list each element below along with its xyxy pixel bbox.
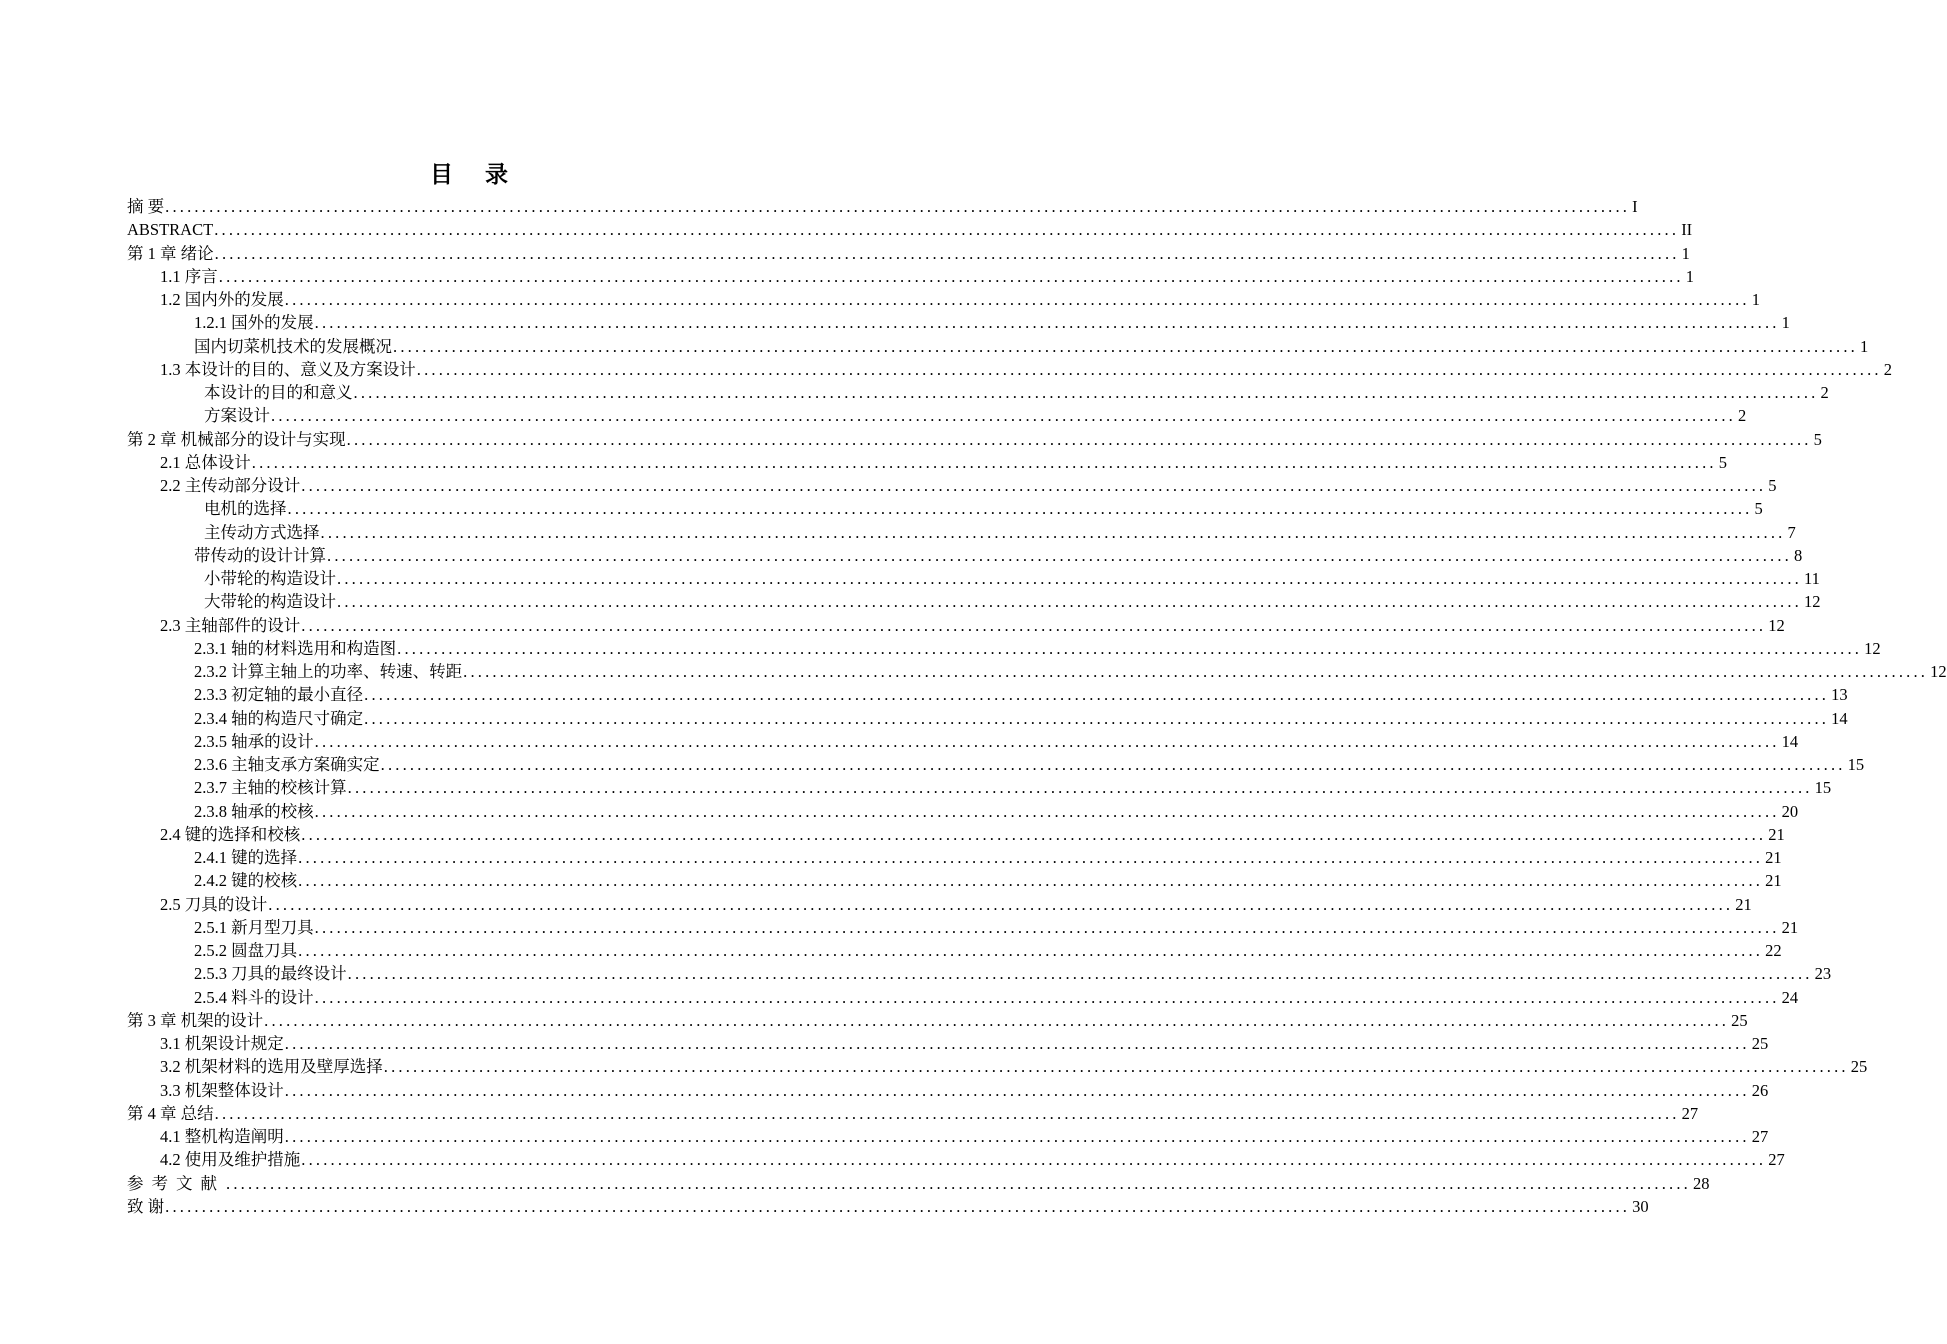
toc-entry[interactable]: [127, 893, 1752, 916]
dot-leader: ........................................................................................................................................................................................................: [463, 662, 1929, 681]
toc-entry-label: 2.5.1 新月型刀具: [194, 917, 314, 937]
toc-entry[interactable]: [127, 846, 1782, 869]
toc-entry[interactable]: [127, 218, 1693, 241]
toc-entry-page-number: 25: [1751, 1034, 1769, 1053]
toc-entry-page-number: 21: [1768, 824, 1785, 844]
toc-entry-label: 2.4.1 键的选择: [194, 848, 298, 867]
dot-leader: ........................................................................................................................................................................................................: [165, 1196, 1631, 1216]
toc-entry[interactable]: [127, 939, 1782, 962]
toc-entry[interactable]: [127, 1032, 1769, 1055]
toc-entry[interactable]: [127, 637, 1881, 660]
dot-leader: ........................................................................................................................................................................................................: [397, 638, 1863, 658]
toc-entry-page-number: 5: [1754, 499, 1763, 519]
toc-entry-label: 2.3.7 主轴的校核计算: [194, 778, 347, 798]
toc-entry-label: 1.2 国内外的发展: [160, 290, 284, 309]
toc-entry-label: 2.5.2 圆盘刀具: [194, 941, 298, 960]
toc-entry-label: 2.3.6 主轴支承方案确实定: [194, 755, 380, 774]
toc-entry-label: 小带轮的构造设计: [204, 569, 336, 588]
toc-entry[interactable]: [127, 1055, 1868, 1078]
toc-entry-label: 带传动的设计计算: [194, 545, 326, 565]
toc-entry-label: 第 3 章 机架的设计: [127, 1010, 264, 1030]
toc-entry[interactable]: [127, 800, 1799, 823]
dot-leader: ........................................................................................................................................................................................................: [353, 383, 1819, 402]
dot-leader: ........................................................................................................................................................................................................: [298, 871, 1764, 891]
toc-entry-page-number: 26: [1751, 1080, 1769, 1100]
toc-entry-page-number: 1: [1681, 243, 1690, 263]
toc-entry[interactable]: [127, 1009, 1748, 1032]
toc-entry-page-number: 27: [1768, 1150, 1785, 1170]
toc-entry-label: 2.1 总体设计: [160, 452, 251, 472]
dot-leader: ........................................................................................................................................................................................................: [347, 964, 1813, 984]
toc-entry-page-number: 24: [1781, 987, 1799, 1007]
dot-leader: ........................................................................................................................................................................................................: [314, 313, 1780, 333]
toc-entry-page-number: 20: [1781, 801, 1799, 821]
toc-entry-label: 电机的选择: [204, 499, 287, 519]
toc-entry[interactable]: [127, 753, 1865, 776]
dot-leader: ........................................................................................................................................................................................................: [264, 1010, 1730, 1030]
toc-entry[interactable]: [127, 707, 1848, 730]
toc-entry-page-number: 8: [1794, 545, 1803, 565]
toc-entry[interactable]: [127, 683, 1848, 706]
toc-entry-page-number: II: [1681, 220, 1693, 240]
toc-entry-page-number: 14: [1831, 708, 1848, 728]
toc-entry-label: 3.3 机架整体设计: [160, 1080, 284, 1100]
toc-entry-label: 2.4 键的选择和校核: [160, 824, 301, 844]
toc-entry[interactable]: [127, 962, 1832, 985]
dot-leader: ........................................................................................................................................................................................................: [327, 545, 1792, 565]
dot-leader: ........................................................................................................................................................................................................: [251, 452, 1717, 472]
dot-leader: ........................................................................................................................................................................................................: [214, 243, 1680, 263]
toc-entry-page-number: 11: [1804, 569, 1820, 588]
toc-entry-page-number: 12: [1768, 615, 1785, 635]
dot-leader: ........................................................................................................................................................................................................: [320, 522, 1786, 542]
toc-entry-page-number: 12: [1930, 662, 1947, 681]
toc-entry-label: 摘 要: [127, 197, 165, 216]
toc-entry-label: 2.3.2 计算主轴上的功率、转速、转距: [194, 662, 463, 681]
dot-leader: ........................................................................................................................................................................................................: [314, 731, 1780, 751]
toc-entry-label: 2.2 主传动部分设计: [160, 476, 301, 495]
dot-leader: ........................................................................................................................................................................................................: [214, 1103, 1680, 1123]
toc-entry-page-number: 22: [1765, 941, 1782, 960]
toc-entry[interactable]: [127, 660, 1947, 683]
toc-entry-label: 致 谢: [127, 1196, 165, 1216]
toc-entry-page-number: 5: [1768, 476, 1777, 495]
toc-entry-page-number: 12: [1864, 638, 1881, 658]
dot-leader: ........................................................................................................................................................................................................: [314, 801, 1780, 821]
toc-entry-label: 2.5 刀具的设计: [160, 894, 268, 914]
toc-entry-page-number: 21: [1781, 917, 1799, 937]
toc-entry[interactable]: [127, 590, 1821, 613]
dot-leader: ........................................................................................................................................................................................................: [284, 1034, 1750, 1053]
toc-entry-page-number: 13: [1831, 685, 1848, 705]
toc-entry[interactable]: [127, 474, 1777, 497]
toc-entry[interactable]: [127, 916, 1799, 939]
toc-entry-label: 2.3.3 初定轴的最小直径: [194, 685, 364, 705]
toc-entry-label: 2.3.4 轴的构造尺寸确定: [194, 708, 364, 728]
dot-leader: ........................................................................................................................................................................................................: [393, 336, 1858, 356]
toc-entry-label: 2.3.5 轴承的设计: [194, 731, 314, 751]
dot-leader: ........................................................................................................................................................................................................: [271, 406, 1736, 426]
dot-leader: ........................................................................................................................................................................................................: [298, 941, 1764, 960]
toc-entry[interactable]: [127, 776, 1832, 799]
toc-entry-page-number: 15: [1847, 755, 1865, 774]
toc-entry-page-number: 1: [1781, 313, 1790, 333]
toc-entry-label: ABSTRACT: [127, 220, 214, 240]
toc-entry-page-number: 21: [1765, 848, 1782, 867]
dot-leader: ........................................................................................................................................................................................................: [416, 359, 1882, 379]
dot-leader: ........................................................................................................................................................................................................: [301, 824, 1767, 844]
toc-entry-label: 1.1 序言: [160, 266, 218, 286]
toc-entry-label: 参考文献: [127, 1173, 225, 1193]
toc-entry[interactable]: [127, 288, 1760, 311]
toc-entry-page-number: 1: [1685, 266, 1694, 286]
toc-entry-label: 第 4 章 总结: [127, 1103, 214, 1123]
toc-entry-label: 4.2 使用及维护措施: [160, 1150, 301, 1170]
toc-entry-page-number: 12: [1804, 592, 1821, 612]
toc-entry[interactable]: [127, 614, 1785, 637]
toc-entry-page-number: 1: [1860, 336, 1869, 356]
toc-entry[interactable]: [127, 265, 1694, 288]
toc-entry[interactable]: [127, 986, 1799, 1009]
toc-entry-label: 1.2.1 国外的发展: [194, 313, 314, 333]
dot-leader: ........................................................................................................................................................................................................: [301, 1150, 1767, 1170]
toc-entry-label: 本设计的目的和意义: [204, 383, 353, 402]
toc-entry[interactable]: [127, 451, 1727, 474]
dot-leader: ........................................................................................................................................................................................................: [380, 755, 1846, 774]
toc-entry[interactable]: [127, 381, 1829, 404]
dot-leader: ........................................................................................................................................................................................................: [284, 1127, 1750, 1146]
toc-entry-page-number: 25: [1850, 1057, 1868, 1077]
dot-leader: ........................................................................................................................................................................................................: [364, 685, 1830, 705]
toc-entry[interactable]: [127, 428, 1822, 451]
toc-entry-label: 国内切菜机技术的发展概况: [194, 336, 392, 356]
toc-entry-page-number: 2: [1883, 359, 1892, 379]
toc-entry[interactable]: [127, 242, 1690, 265]
dot-leader: ........................................................................................................................................................................................................: [364, 708, 1830, 728]
toc-entry-label: 大带轮的构造设计: [204, 592, 336, 612]
dot-leader: ........................................................................................................................................................................................................: [337, 592, 1802, 612]
dot-leader: ........................................................................................................................................................................................................: [284, 290, 1750, 309]
toc-entry[interactable]: [127, 311, 1790, 334]
toc-entry-page-number: 2: [1738, 406, 1747, 426]
toc-entry-page-number: 21: [1765, 871, 1782, 891]
toc-entry[interactable]: [127, 521, 1796, 544]
toc-entry[interactable]: [127, 1102, 1699, 1125]
toc-entry[interactable]: [127, 195, 1638, 218]
toc-entry[interactable]: [127, 358, 1892, 381]
table-of-contents: [127, 195, 1947, 1218]
toc-entry-page-number: 30: [1632, 1196, 1649, 1216]
toc-entry-label: 第 2 章 机械部分的设计与实现: [127, 429, 346, 449]
toc-entry-label: 主传动方式选择: [204, 522, 320, 542]
toc-entry-page-number: 5: [1813, 429, 1822, 449]
dot-leader: ........................................................................................................................................................................................................: [301, 476, 1767, 495]
dot-leader: ........................................................................................................................................................................................................: [314, 987, 1780, 1007]
toc-entry[interactable]: [127, 404, 1747, 427]
toc-entry-page-number: 28: [1693, 1173, 1710, 1193]
toc-entry[interactable]: [127, 1079, 1769, 1102]
toc-entry-page-number: 14: [1781, 731, 1799, 751]
toc-entry-label: 1.3 本设计的目的、意义及方案设计: [160, 359, 416, 379]
toc-entry[interactable]: [127, 1195, 1649, 1218]
toc-entry[interactable]: [127, 1172, 1710, 1195]
toc-entry[interactable]: [127, 544, 1803, 567]
toc-entry-page-number: 25: [1731, 1010, 1748, 1030]
toc-entry[interactable]: [127, 730, 1799, 753]
toc-entry-label: 方案设计: [204, 406, 270, 426]
toc-entry-label: 3.1 机架设计规定: [160, 1034, 284, 1053]
toc-entry-label: 2.5.3 刀具的最终设计: [194, 964, 347, 984]
dot-leader: ........................................................................................................................................................................................................: [298, 848, 1764, 867]
dot-leader: ........................................................................................................................................................................................................: [218, 266, 1684, 286]
dot-leader: ........................................................................................................................................................................................................: [287, 499, 1753, 519]
dot-leader: ........................................................................................................................................................................................................: [337, 569, 1802, 588]
toc-entry-page-number: 23: [1814, 964, 1832, 984]
toc-entry-page-number: 1: [1751, 290, 1760, 309]
toc-entry[interactable]: [127, 567, 1820, 590]
toc-entry-page-number: 7: [1787, 522, 1796, 542]
dot-leader: ........................................................................................................................................................................................................: [226, 1173, 1691, 1193]
toc-entry-page-number: 27: [1681, 1103, 1699, 1123]
dot-leader: ........................................................................................................................................................................................................: [301, 615, 1767, 635]
dot-leader: ........................................................................................................................................................................................................: [165, 197, 1631, 216]
toc-entry-page-number: 27: [1751, 1127, 1769, 1146]
dot-leader: ........................................................................................................................................................................................................: [284, 1080, 1750, 1100]
toc-entry-label: 3.2 机架材料的选用及壁厚选择: [160, 1057, 383, 1077]
page-title: 目 录: [429, 162, 520, 188]
toc-entry[interactable]: [127, 1148, 1785, 1171]
dot-leader: ........................................................................................................................................................................................................: [347, 778, 1813, 798]
toc-entry-label: 2.3.8 轴承的校核: [194, 801, 314, 821]
toc-entry[interactable]: [127, 1125, 1769, 1148]
toc-entry-label: 2.5.4 料斗的设计: [194, 987, 314, 1007]
toc-entry[interactable]: [127, 335, 1869, 358]
toc-entry[interactable]: [127, 823, 1785, 846]
toc-entry-label: 第 1 章 绪论: [127, 243, 214, 263]
toc-entry-label: 2.4.2 键的校核: [194, 871, 298, 891]
toc-entry-label: 2.3.1 轴的材料选用和构造图: [194, 638, 397, 658]
toc-entry-label: 4.1 整机构造阐明: [160, 1127, 284, 1146]
toc-entry-page-number: 21: [1735, 894, 1752, 914]
toc-entry-page-number: I: [1632, 197, 1638, 216]
dot-leader: ........................................................................................................................................................................................................: [346, 429, 1812, 449]
dot-leader: ........................................................................................................................................................................................................: [214, 220, 1680, 240]
toc-entry-page-number: 15: [1814, 778, 1832, 798]
dot-leader: ........................................................................................................................................................................................................: [383, 1057, 1849, 1077]
toc-entry-page-number: 5: [1718, 452, 1727, 472]
toc-entry[interactable]: [127, 497, 1763, 520]
toc-entry[interactable]: [127, 869, 1782, 892]
dot-leader: ........................................................................................................................................................................................................: [314, 917, 1780, 937]
dot-leader: ........................................................................................................................................................................................................: [268, 894, 1734, 914]
toc-entry-page-number: 2: [1820, 383, 1829, 402]
toc-entry-label: 2.3 主轴部件的设计: [160, 615, 301, 635]
